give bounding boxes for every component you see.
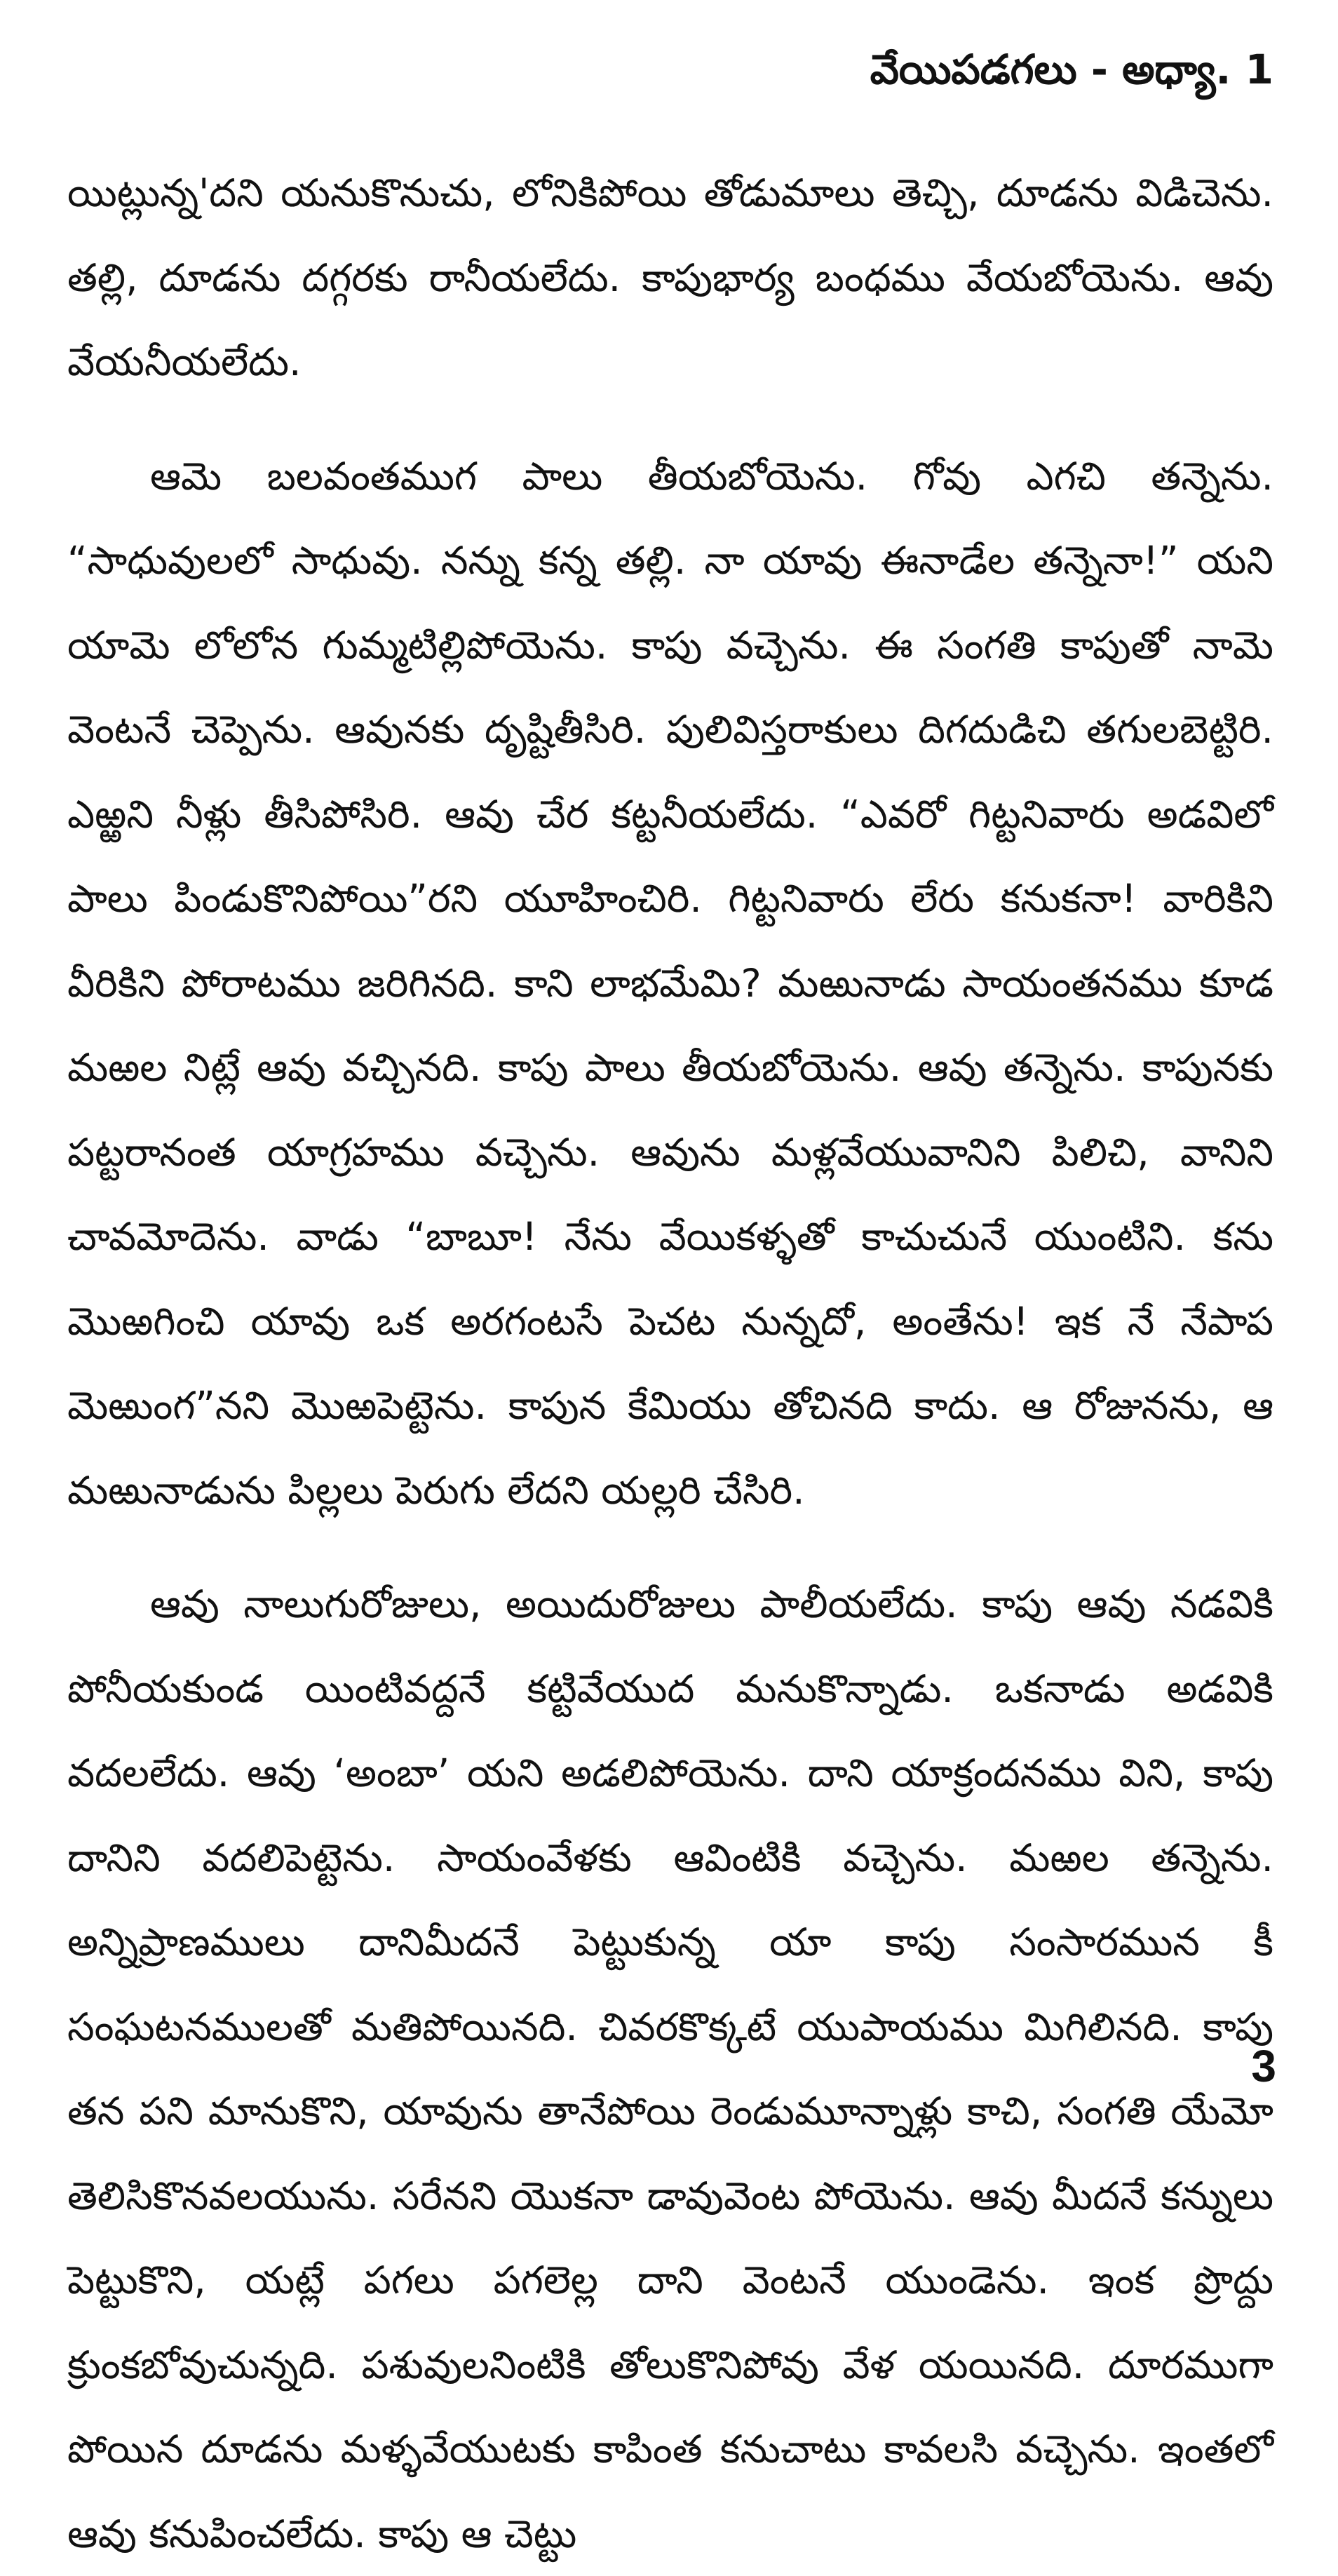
page-body	[67, 151, 1273, 2576]
paragraph-3: ఆవు నాలుగురోజులు, అయిదురోజులు పాలీయలేదు. కాపు ఆవు నడవికి పోనీయకుండ యింటివద్దనే కట్టివేయుద మనుకొన్నాడు. ఒకనాడు అడవికి వదలలేదు. ఆవు ‘అంబా’ యని అడలిపోయెను. దాని యాక్రందనము విని, కాపు దానిని వదలిపెట్టెను. సాయంవేళకు ఆవింటికి వచ్చెను. మఱల తన్నెను. అన్నిప్రాణములు దానిమీదనే పెట్టుకున్న యా కాపు సంసారమున కీ సంఘటనములతో మతిపోయినది. చివరకొక్కటే యుపాయము మిగిలినది. కాపు తన పని మానుకొని, యావును తానేపోయి రెండుమూన్నాళ్లు కాచి, సంగతి యేమో తెలిసికొనవలయును. సరేనని యొకనా డావువెంట పోయెను. ఆవు మీదనే కన్నులు పెట్టుకొని, యట్లే పగలు పగలెల్ల దాని వెంటనే యుండెను. ఇంక ప్రొద్దు క్రుంకబోవుచున్నది. పశువులనింటికి తోలుకొనిపోవు వేళ యయినది. దూరముగా పోయిన దూడను మళ్ళవేయుటకు కాపింత కనుచాటు కావలసి వచ్చెను. ఇంతలో ఆవు కనుపించలేదు. కాపు ఆ చెట్టు	[67, 1582, 1273, 2556]
page-number: 3	[1251, 2041, 1276, 2091]
paragraph-2: ఆమె బలవంతముగ పాలు తీయబోయెను. గోవు ఎగచి తన్నెను. “సాధువులలో సాధువు. నన్ను కన్న తల్లి. నా యావు ఈనాడేల తన్నెనా!” యని యామె లోలోన గుమ్మటిల్లిపోయెను. కాపు వచ్చెను. ఈ సంగతి కాపుతో నామె వెంటనే చెప్పెను. ఆవునకు దృష్టితీసిరి. పులివిస్తరాకులు దిగదుడిచి తగులబెట్టిరి. ఎఱ్ఱని నీళ్లు తీసిపోసిరి. ఆవు చేర కట్టనీయలేదు. “ఎవరో గిట్టనివారు అడవిలో పాలు పిండుకొనిపోయి”రని యూహించిరి. గిట్టనివారు లేరు కనుకనా! వారికిని వీరికిని పోరాటము జరిగినది. కాని లాభమేమి? మఱునాడు సాయంతనము కూడ మఱల నిట్లే ఆవు వచ్చినది. కాపు పాలు తీయబోయెను. ఆవు తన్నెను. కాపునకు పట్టరానంత యాగ్రహము వచ్చెను. ఆవును మళ్లవేయువానిని పిలిచి, వానిని చావమోదెను. వాడు “బాబూ! నేను వేయికళ్ళతో కాచుచునే యుంటిని. కను మొఱగించి యావు ఒక అరగంటసే పెచట నున్నదో, అంతేను! ఇక నే నేపాప మెఱుంగ”నని మొఱపెట్టెను. కాపున కేమియు తోచినది కాదు. ఆ రోజునను, ఆ మఱునాడును పిల్లలు పెరుగు లేదని యల్లరి చేసిరి.	[67, 453, 1273, 1513]
paragraph-1: యిట్లున్న'దని యనుకొనుచు, లోనికిపోయి తోడుమాలు తెచ్చి, దూడను విడిచెను. తల్లి, దూడను దగ్గరకు రానీయలేదు. కాపుభార్య బంధము వేయబోయెను. ఆవు వేయనీయలేదు.	[67, 170, 1273, 384]
running-header: వేయిపడగలు - అధ్యా. 1	[870, 46, 1273, 93]
